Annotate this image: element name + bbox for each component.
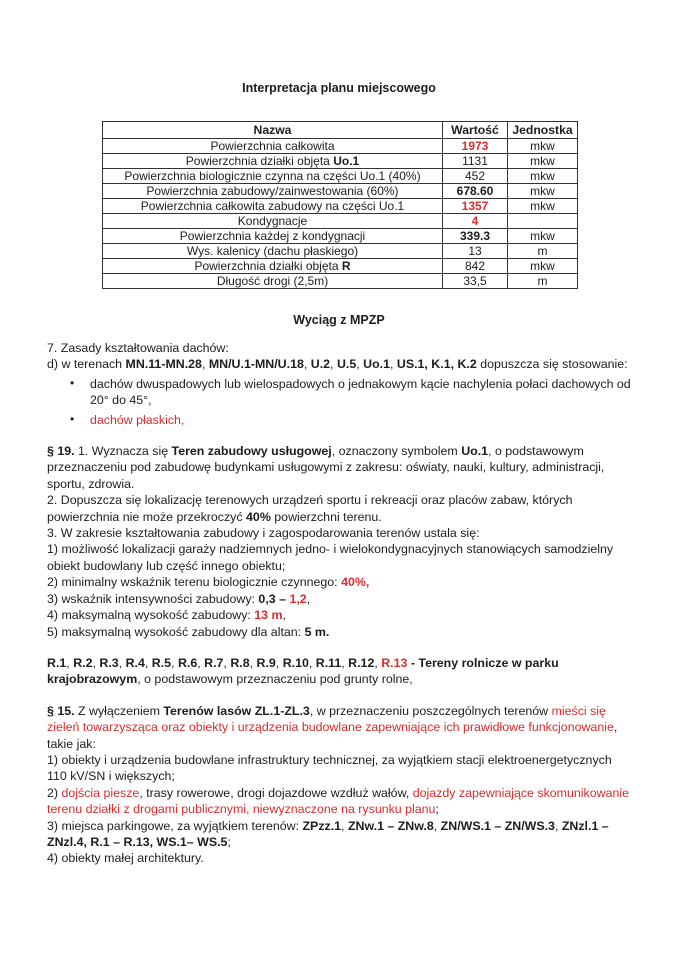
table-row [103,244,578,259]
text-span: , takie jak: [47,720,618,751]
text-span: R.2 [73,655,93,670]
text-span: , [433,818,441,833]
metric-unit-cell: m [508,274,578,289]
metric-unit-cell: mkw [508,139,578,154]
text-span: dachów płaskich, [90,412,185,427]
text-span: 5 m. [304,624,330,639]
text-span: dopuszcza się stosowanie: [476,357,628,372]
text-span: R.5 [151,655,172,670]
text-span: ZN/WS.1 – ZN/WS.3 [440,818,555,833]
text-span: ; [435,802,439,817]
text-span: 452 [464,169,486,183]
blank-line [47,640,632,655]
text-span: , [282,608,286,623]
paragraph [47,340,632,356]
metric-value-cell [443,169,508,184]
text-span: Powierzchnia zabudowy/zainwestowania (60%) [146,184,399,198]
text-span: 4) maksymalną wysokość zabudowy: [47,608,255,623]
metric-value-cell [443,139,508,154]
metric-name-cell [103,169,443,184]
table-row [103,169,578,184]
table-row [103,229,578,244]
text-span: 40% [246,509,271,524]
text-span: 13 m [254,608,283,623]
metric-value-cell [443,229,508,244]
metric-unit-cell: mkw [508,199,578,214]
bullet-item [47,412,632,428]
text-span: Powierzchnia każdej z kondygnacji [179,229,366,243]
text-span: , [389,357,397,372]
column-header: Nazwa [103,122,443,139]
document-subtitle: Wyciąg z MPZP [293,313,385,327]
table-row [103,199,578,214]
metric-unit-cell: mkw [508,184,578,199]
text-span: Teren zabudowy usługowej [171,444,332,459]
metric-name-cell [103,139,443,154]
column-header: Wartość [443,122,508,139]
text-span: , [341,655,349,670]
text-span: R.7 [204,655,224,670]
text-span: 1131 [462,154,488,168]
text-span: , o podstawowym przeznaczeniu pod zabudowę budynkami usługowymi z zakresu: oświaty, nauki, kultury, administracji, sportu, zdrowia. [47,444,605,491]
metric-value-cell [443,199,508,214]
text-span: 842 [464,259,486,273]
bullet-icon: • [70,411,75,426]
metric-value-cell [443,274,508,289]
text-span: 2) minimalny wskaźnik terenu biologicznie czynnego: [47,575,342,590]
text-span: MN/U.1-MN/U.18 [208,357,304,372]
text-span: , [197,655,205,670]
metric-unit-cell: mkw [508,259,578,274]
metric-unit-cell: mkw [508,229,578,244]
document-title: Interpretacja planu miejscowego [242,81,436,95]
text-span: , [330,357,337,372]
text-span: 3) wskaźnik intensywności zabudowy: [47,591,259,606]
text-span: R.8 [230,655,250,670]
text-span: 2. Dopuszcza się lokalizację terenowych urządzeń sportu i rekreacji oraz placów zabaw, których powierzchnia nie może przekroczyć [47,493,573,524]
metric-unit-cell [508,214,578,229]
text-span: d) w terenach [47,357,126,372]
metric-name-cell [103,214,443,229]
paragraph [47,850,632,866]
table-row [103,139,578,154]
metric-value-cell [443,214,508,229]
table-row [103,214,578,229]
text-span: R [341,259,351,273]
paragraph [47,703,632,752]
text-span: , [374,655,382,670]
text-span: 40%, [341,575,370,590]
text-span: R.13 [381,655,408,670]
bullet-icon: • [70,375,75,390]
metric-name-cell [103,274,443,289]
blank-line [47,428,632,443]
paragraph [47,785,632,818]
text-span: 3) miejsca parkingowe, za wyjątkiem terenów: [47,818,303,833]
text-span: , [92,655,100,670]
text-span: R.12 [348,655,375,670]
metric-value-cell [443,184,508,199]
text-span: 4 [471,214,479,228]
paragraph [47,607,632,623]
table-row [103,154,578,169]
text-span: , w przeznaczeniu poszczególnych terenów [309,703,552,718]
text-span: Uo.1 [333,154,360,168]
text-span: 3. W zakresie kształtowania zabudowy i zagospodarowania terenów ustala się: [47,526,480,541]
document-body [47,340,632,867]
text-span: R.3 [99,655,119,670]
text-span: R.4 [125,655,145,670]
paragraph [47,818,632,851]
text-span: powierzchni terenu. [270,509,382,524]
text-span: , [223,655,231,670]
text-span: mieści się zieleń towarzysząca oraz obiekty i urządzenia budowlane zapewniające ich prawidłowe funkcjonowanie [47,703,614,735]
text-span: ; [227,834,231,849]
text-span: , [66,655,74,670]
blank-line [47,688,632,703]
text-span: ZPzz.1 [302,818,342,833]
metric-name-cell [103,199,443,214]
text-span: dojazdy zapewniające skomunikowanie terenu działki z drogami publicznymi, niewyznaczone na rysunku planu [47,785,629,817]
text-span: , [356,357,364,372]
text-span: 678.60 [456,184,494,198]
text-span: ZNw.1 – ZNw.8 [347,818,434,833]
metric-unit-cell: mkw [508,169,578,184]
paragraph [47,655,632,688]
text-span: Uo.1 [461,444,489,459]
text-span: R.11 [315,655,342,670]
metric-name-cell [103,244,443,259]
text-span: Powierzchnia całkowita [210,139,335,153]
text-span: ZNzl.1 – ZNzl.4, [47,818,609,849]
text-span: 13 [468,244,482,258]
text-span: R.1 – R.13, WS.1– WS.5 [90,834,228,849]
table-row [103,259,578,274]
text-span: Uo.1 [363,357,390,372]
text-span: 7. Zasady kształtowania dachów: [47,341,229,355]
metric-unit-cell: m [508,244,578,259]
text-span: R.6 [177,655,198,670]
text-span: 339.3 [459,229,491,243]
text-span: Powierzchnia działki objęta [194,259,342,273]
paragraph [47,525,632,541]
metric-value-cell [443,259,508,274]
text-span: , [306,591,311,606]
metric-value-cell [443,154,508,169]
text-span: 4) obiekty małej architektury. [47,851,204,866]
text-span: , [275,655,283,670]
paragraph [47,492,632,525]
text-span: Wys. kalenicy (dachu płaskiego) [186,244,359,258]
metric-name-cell [103,184,443,199]
plan-metrics-table [102,121,578,289]
text-span: U.2 [310,357,331,372]
column-header: Jednostka [508,122,578,139]
text-span: 1) możliwość lokalizacji garaży nadziemnych jedno- i wielokondygnacyjnych stanowiących samodzielny obiekt budowlany lub część innego obiektu; [47,542,614,573]
text-span: US.1, K.1, K.2 [396,357,477,372]
text-span: § 15. [47,703,75,718]
text-span: 1) obiekty i urządzenia budowlane infrastruktury technicznej, za wyjątkiem stacji elektroenergetycznych 110 kV/SN i większych; [47,752,612,784]
text-span: 33,5 [463,274,487,288]
text-span: 1. Wyznacza się [74,444,172,459]
text-span: , [308,655,316,670]
text-span: , [201,357,209,372]
paragraph [47,574,632,590]
text-span: § 19. [47,444,75,459]
paragraph [47,591,632,607]
text-span: , [341,818,348,833]
text-span: R.10 [282,655,309,670]
text-span: , [554,818,562,833]
text-span: Powierzchnia biologicznie czynna na części Uo.1 (40%) [124,169,421,183]
text-span: 0,3 – [258,591,290,606]
text-span: Terenów lasów ZL.1-ZL.3 [163,703,310,718]
table-header-row [103,122,578,139]
text-span: Kondygnacje [237,214,308,228]
text-span: , [171,655,178,670]
metric-name-cell [103,229,443,244]
text-span: 1357 [461,199,489,213]
paragraph [47,356,632,372]
bullet-item [47,376,632,409]
text-span: , [303,357,311,372]
paragraph [47,624,632,640]
text-span: 5) maksymalną wysokość zabudowy dla altan: [47,624,305,639]
metric-unit-cell: mkw [508,154,578,169]
text-span: R.1 [47,655,67,670]
text-span: 2) [47,785,62,800]
metric-name-cell [103,259,443,274]
text-span: R.9 [256,655,276,670]
text-span: Długość drogi (2,5m) [216,274,329,288]
text-span: U.5 [336,357,357,372]
text-span: , trasy rowerowe, drogi dojazdowe wzdłuż wałów, [139,785,413,800]
paragraph [47,541,632,574]
text-span: Z wyłączeniem [74,703,164,718]
text-span: - Tereny rolnicze w parku krajobrazowym [47,655,559,687]
text-span: Powierzchnia działki objęta [185,154,334,168]
text-span: 1973 [461,139,489,153]
table-row [103,184,578,199]
paragraph [47,443,632,492]
text-span: , [118,655,126,670]
text-span: , [249,655,257,670]
table-row [103,274,578,289]
text-span: MN.11-MN.28 [125,357,202,372]
text-span: 1,2 [289,591,307,606]
text-span: , [144,655,152,670]
paragraph [47,752,632,785]
text-span: dachów dwuspadowych lub wielospadowych o jednakowym kącie nachylenia połaci dachowych od 20° do 45°, [90,376,631,408]
text-span: dojścia piesze [61,785,140,800]
text-span: , o podstawowym przeznaczeniu pod grunty rolne, [137,672,413,687]
text-span: , oznaczony symbolem [331,444,462,459]
metric-name-cell [103,154,443,169]
metric-value-cell [443,244,508,259]
text-span: Powierzchnia całkowita zabudowy na części Uo.1 [140,199,405,213]
